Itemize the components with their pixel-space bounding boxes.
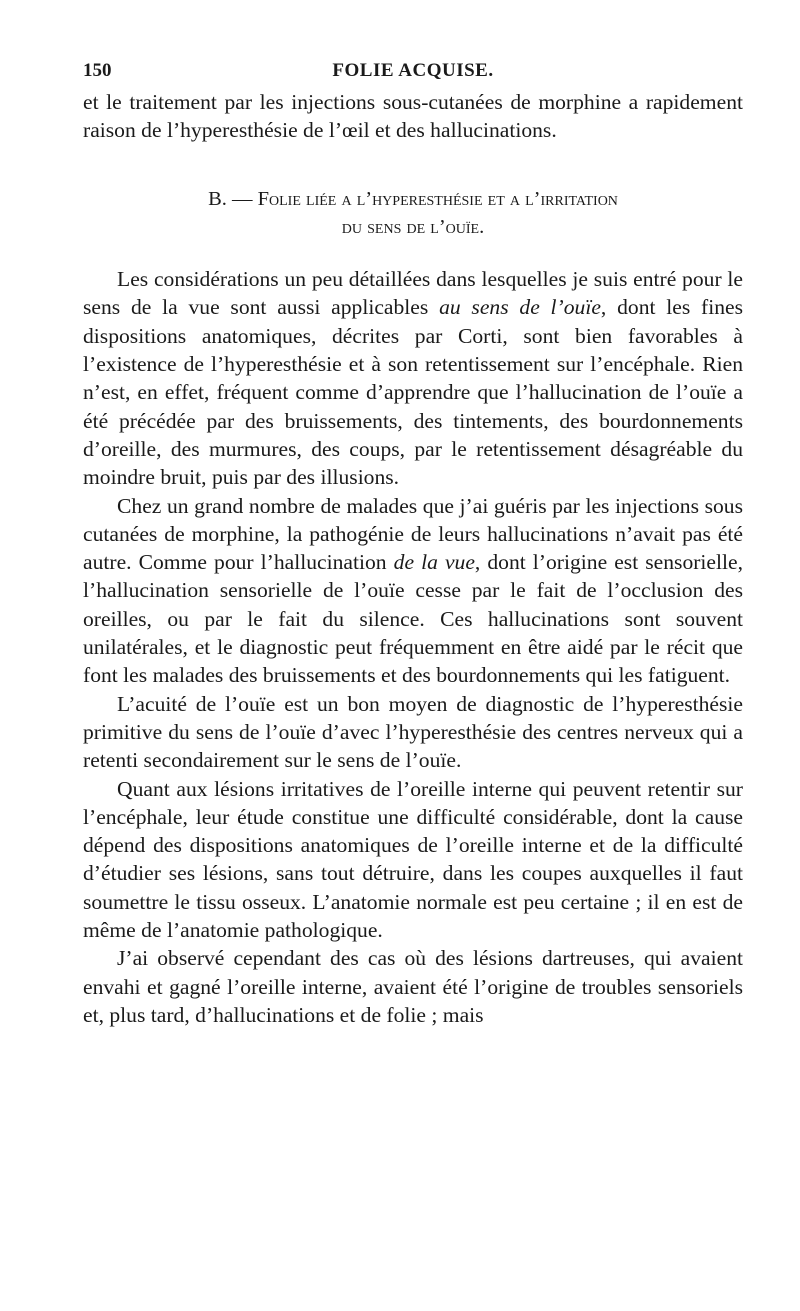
paragraph-4: Quant aux lésions irritatives de l’oreille interne qui peuvent retentir sur l’encéphale, leur étude constitue une difficulté considérable, dont la cause dépend des dispositions anatomiques de l’oreille interne et de la difficulté d’étudier ses lésions, sans tout détruire, dans les coupes auxquelles il faut soumettre le tissu osseux. L’anatomie normale est peu certaine ; il en est de même de l’anatomie pathologique. <box>83 776 743 943</box>
paragraph-3: L’acuité de l’ouïe est un bon moyen de diagnostic de l’hyperesthésie primitive du sens de l’ouïe d’avec l’hyperesthésie des centres nerveux qui a retenti secondairement sur le sens de l’ouïe. <box>83 691 743 773</box>
paragraph-2-text-b: , dont l’origine est sensorielle, l’hallucination sensorielle de l’ouïe cesse par le fait de l’occlusion des oreilles, ou par le fait du silence. Ces hallucinations sont souvent unilatérales, et le diagnostic peut fréquemment en être aidé par le récit que font les malades des bruissements et des bourdonnements qui les fatiguent. <box>83 550 743 688</box>
section-heading-line-1: B. — Folie liée a l’hyperesthésie et a l’irritation <box>208 187 618 210</box>
section-heading <box>83 185 743 242</box>
paragraph-1 <box>83 265 743 491</box>
paragraph-1-text-b: , dont les fines dispositions anatomiques, décrites par Corti, sont bien favorables à l’existence de l’hyperesthésie et à son retentissement sur l’encéphale. Rien n’est, en effet, fréquent comme d’apprendre que l’hallucination de l’ouïe a été précédée par des bruissements, des tintements, des bourdonnements d’oreille, des murmures, des coups, par le retentissement désagréable du moindre bruit, puis par des illusions. <box>83 295 743 490</box>
running-title: FOLIE ACQUISE. <box>332 60 494 81</box>
paragraph-2 <box>83 492 743 690</box>
paragraph-1-italic: au sens de l’ouïe <box>439 295 601 320</box>
section-heading-line-2: du sens de l’ouïe. <box>341 215 485 238</box>
body-text <box>83 88 743 1029</box>
paragraph-continuation: et le traitement par les injections sous-cutanées de morphine a rapidement raison de l’hyperesthésie de l’œil et des hallucinations. <box>83 90 743 143</box>
paragraph-1-text-a: Les considérations un peu détaillées dans lesquelles je suis entré pour le sens de la vue sont aussi applicables <box>83 267 743 320</box>
paragraph-2-italic: de la vue <box>393 550 475 575</box>
paragraph-5: J’ai observé cependant des cas où des lésions dartreuses, qui avaient envahi et gagné l’oreille interne, avaient été l’origine de troubles sensoriels et, plus tard, d’hallucinations et de folie ; mais <box>83 946 743 1027</box>
page-number: 150 <box>83 60 112 81</box>
paragraph-2-text-a: Chez un grand nombre de malades que j’ai guéris par les injections sous cutanées de morphine, la pathogénie de leurs hallucinations n’avait pas été autre. Comme pour l’hallucination <box>83 493 743 575</box>
running-header <box>83 58 743 84</box>
